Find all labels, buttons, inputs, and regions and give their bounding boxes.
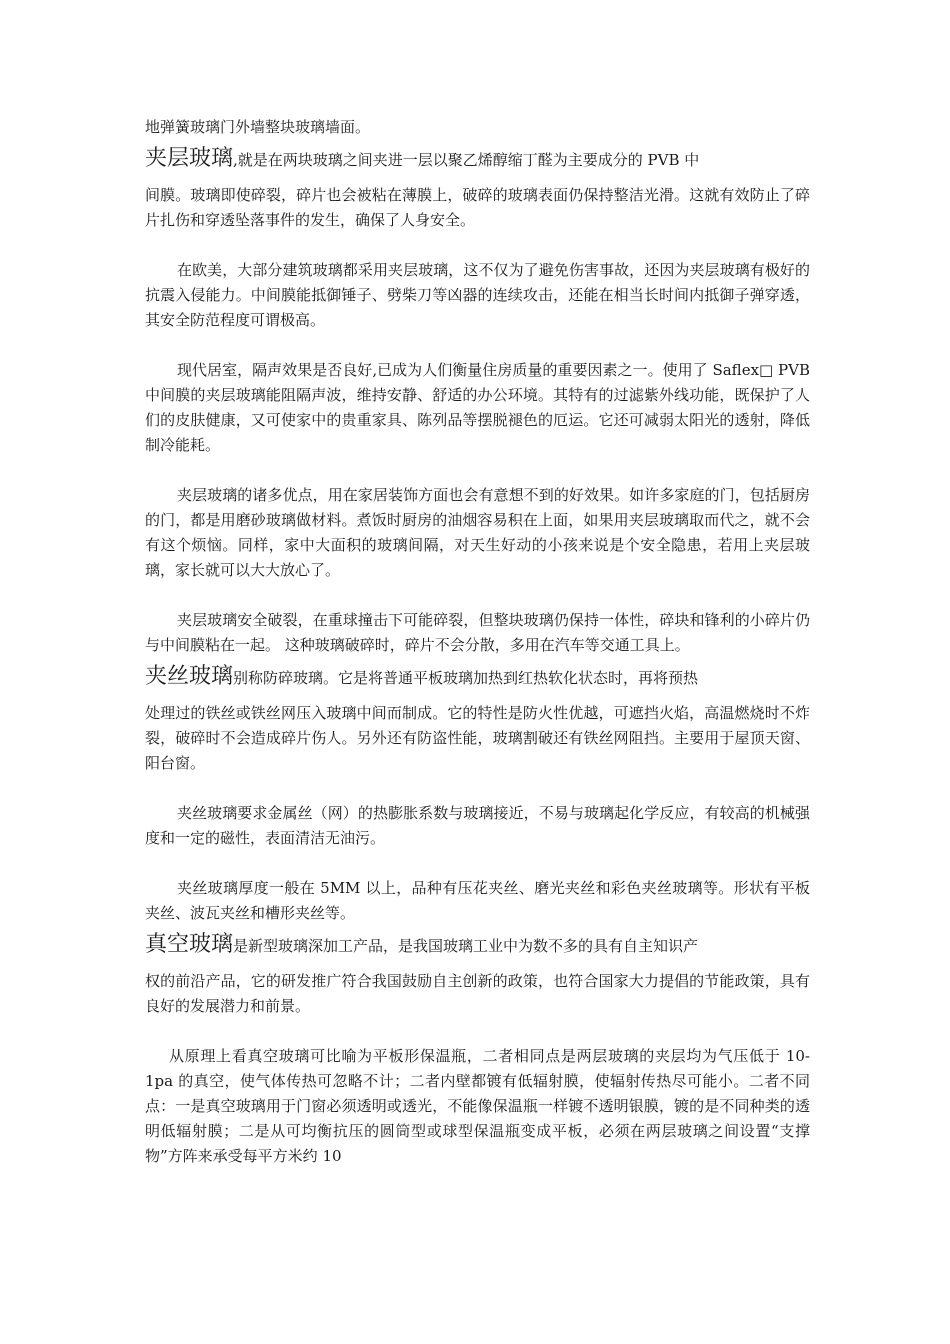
section-wired-first-line: 别称防碎玻璃。它是将普通平板玻璃加热到红热软化状态时，再将预热: [233, 669, 699, 687]
section-heading-wired: 夹丝玻璃: [145, 664, 234, 689]
section-heading-vacuum: 真空玻璃: [145, 932, 234, 957]
section-laminated-first-line: ,就是在两块玻璃之间夹进一层以聚乙烯醇缩丁醛为主要成分的 PVB 中: [233, 151, 700, 169]
paragraph-laminated-soundproof: 现代居室，隔声效果是否良好,已成为人们衡量住房质量的重要因素之一。使用了 Saflex□ PVB中间膜的夹层玻璃能阻隔声波，维持安静、舒适的办公环境。其特有的过滤紫外线功能，既保护了人们的皮肤健康，又可使家中的贵重家具、陈列品等摆脱褪色的厄运。它还可减弱太阳光的透射，降低制冷能耗。: [145, 361, 810, 454]
section-vacuum-first-line: 是新型玻璃深加工产品，是我国玻璃工业中为数不多的具有自主知识产: [233, 937, 699, 955]
section-vacuum-glass: [145, 930, 810, 1019]
paragraph-wired-requirements: 夹丝玻璃要求金属丝（网）的热膨胀系数与玻璃接近，不易与玻璃起化学反应，有较高的机械强度和一定的磁性，表面清洁无油污。: [145, 804, 810, 847]
section-heading-laminated: 夹层玻璃: [145, 146, 234, 171]
paragraph-vacuum-principle: 从原理上看真空玻璃可比喻为平板形保温瓶，二者相同点是两层玻璃的夹层均为气压低于 10-1pa 的真空，使气体传热可忽略不计；二者内壁都镀有低辐射膜，使辐射传热尽可能小。二者不同点：一是真空玻璃用于门窗必须透明或透光，不能像保温瓶一样镀不透明银膜，镀的是不同种类的透明低辐射膜；二是从可均衡抗压的圆筒型或球型保温瓶变成平板，必须在两层玻璃之间设置“支撑物”方阵来承受每平方米约 10: [145, 1047, 810, 1165]
document-page: [145, 115, 810, 1169]
paragraph-laminated-europe: 在欧美，大部分建筑玻璃都采用夹层玻璃，这不仅为了避免伤害事故，还因为夹层玻璃有极好的抗震入侵能力。中间膜能抵御锤子、劈柴刀等凶器的连续攻击，还能在相当长时间内抵御子弹穿透，其安全防范程度可谓极高。: [145, 261, 810, 329]
paragraph-laminated-safety: 夹层玻璃安全破裂，在重球撞击下可能碎裂，但整块玻璃仍保持一体性，碎块和锋利的小碎片仍与中间膜粘在一起。 这种玻璃破碎时，碎片不会分散，多用在汽车等交通工具上。: [145, 611, 810, 654]
paragraph-wired-thickness: 夹丝玻璃厚度一般在 5MM 以上，品种有压花夹丝、磨光夹丝和彩色夹丝玻璃等。形状有平板夹丝、波瓦夹丝和槽形夹丝等。: [145, 879, 810, 922]
paragraph-laminated-home: 夹层玻璃的诸多优点，用在家居装饰方面也会有意想不到的好效果。如许多家庭的门，包括厨房的门，都是用磨砂玻璃做材料。煮饭时厨房的油烟容易积在上面，如果用夹层玻璃取而代之，就不会有这个烦恼。同样，家中大面积的玻璃间隔，对天生好动的小孩来说是个安全隐患，若用上夹层玻璃，家长就可以大大放心了。: [145, 486, 810, 579]
section-wired-glass: [145, 662, 810, 776]
section-laminated-glass: [145, 144, 810, 233]
section-laminated-rest: 间膜。玻璃即使碎裂，碎片也会被粘在薄膜上，破碎的玻璃表面仍保持整洁光滑。这就有效防止了碎片扎伤和穿透坠落事件的发生，确保了人身安全。: [145, 186, 810, 229]
section-vacuum-rest: 权的前沿产品，它的研发推广符合我国鼓励自主创新的政策，也符合国家大力提倡的节能政策，具有良好的发展潜力和前景。: [145, 972, 810, 1015]
paragraph-intro: 地弹簧玻璃门外墙整块玻璃墙面。: [145, 118, 371, 136]
section-wired-rest: 处理过的铁丝或铁丝网压入玻璃中间而制成。它的特性是防火性优越，可遮挡火焰，高温燃烧时不炸裂，破碎时不会造成碎片伤人。另外还有防盗性能，玻璃割破还有铁丝网阻挡。主要用于屋顶天窗、阳台窗。: [145, 704, 810, 772]
